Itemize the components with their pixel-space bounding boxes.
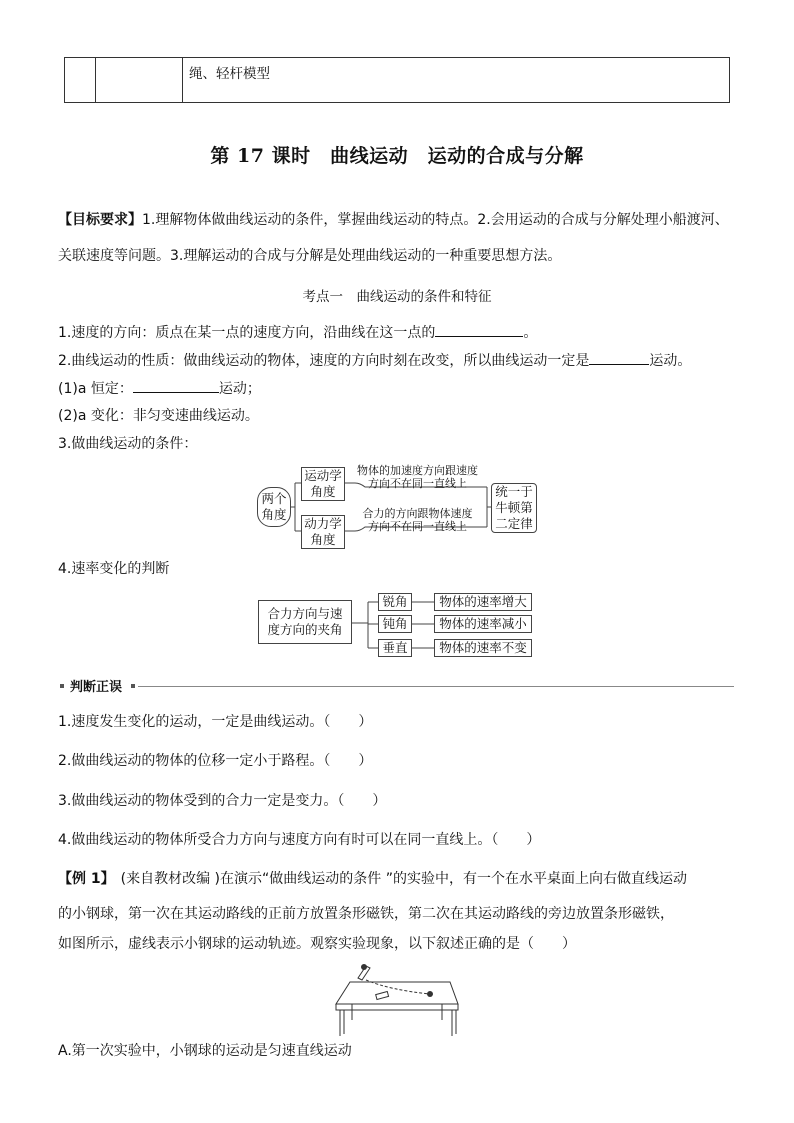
judge-item-3: 3.做曲线运动的物体受到的合力一定是变力。（ ）: [58, 793, 387, 809]
top-table: [64, 57, 730, 103]
table-divider: [95, 58, 96, 102]
launch-ball-icon: [361, 964, 367, 970]
option-a[interactable]: A.第一次实验中，小钢球的运动是匀速直线运动: [58, 1043, 352, 1059]
angle-node: 合力方向与速度方向的夹角: [258, 600, 352, 644]
dynamics-text-2: 方向不在同一直线上: [368, 520, 467, 533]
example-1-line-3: 如图所示，虚线表示小钢球的运动轨迹。观察实验现象，以下叙述正确的是（ ）: [58, 936, 576, 952]
judge-heading: 判断正误: [70, 680, 123, 695]
obtuse-angle-node: 钝角: [378, 615, 412, 633]
speed-constant-node: 物体的速率不变: [434, 639, 532, 657]
item-2a-text: (1)a 恒定：: [58, 381, 133, 397]
table-cell-text: 绳、轻杆模型: [189, 66, 270, 82]
table-magnet-illustration: [330, 960, 465, 1038]
item-1-text: 1.速度的方向：质点在某一点的速度方向，沿曲线在这一点的: [58, 325, 436, 341]
item-1-end: 。: [523, 325, 538, 341]
item-4: 4.速率变化的判断: [58, 561, 170, 577]
answer-blank[interactable]: [589, 350, 649, 365]
acute-angle-node: 锐角: [378, 593, 412, 611]
right-angle-node: 垂直: [378, 639, 412, 657]
goals-line-2: 关联速度等问题。3.理解运动的合成与分解是处理曲线运动的一种重要思想方法。: [58, 248, 562, 264]
answer-blank[interactable]: [435, 322, 523, 337]
table-divider: [182, 58, 183, 102]
example-1-line-2: 的小钢球，第一次在其运动路线的正前方放置条形磁铁，第二次在其运动路线的旁边放置条形磁铁，: [58, 906, 674, 922]
item-2a: [58, 378, 261, 399]
example-1-line-1: [58, 869, 687, 889]
page-title: 第 17 课时 曲线运动 运动的合成与分解: [210, 145, 584, 167]
bullet-square-icon: [131, 684, 135, 688]
newton-law-node: 统一于牛顿第二定律: [491, 483, 537, 533]
kinematics-node: 运动学角度: [301, 467, 345, 501]
speed-change-diagram: [258, 590, 538, 658]
example-text-1: (来自教材改编 )在演示“做曲线运动的条件 ”的实验中，有一个在水平桌面上向右做直线运动: [120, 871, 687, 887]
item-2: [58, 350, 691, 371]
item-2b: (2)a 变化：非匀变速曲线运动。: [58, 408, 259, 424]
judge-item-1: 1.速度发生变化的运动，一定是曲线运动。（ ）: [58, 714, 373, 730]
item-2a-end: 运动；: [218, 381, 261, 397]
item-2-end: 运动。: [649, 353, 692, 369]
dynamics-text-1: 合力的方向跟物体速度: [362, 507, 473, 520]
judge-item-2: 2.做曲线运动的物体的位移一定小于路程。（ ）: [58, 753, 373, 769]
dynamics-node: 动力学角度: [301, 515, 345, 549]
example-label: 【例 1】: [58, 871, 115, 887]
goals-label: 【目标要求】: [58, 212, 142, 228]
goals-text-1: 1.理解物体做曲线运动的条件，掌握曲线运动的特点。2.会用运动的合成与分解处理小船渡河、: [142, 212, 729, 228]
speed-decrease-node: 物体的速率减小: [434, 615, 532, 633]
steel-ball-icon: [427, 991, 433, 997]
condition-diagram: [255, 463, 545, 553]
speed-increase-node: 物体的速率增大: [434, 593, 532, 611]
item-1: [58, 322, 537, 343]
section-divider: [138, 686, 734, 687]
item-3: 3.做曲线运动的条件：: [58, 436, 198, 452]
bullet-square-icon: [60, 684, 64, 688]
two-angles-node: 两个角度: [257, 487, 291, 527]
goals-line-1: [58, 210, 729, 230]
item-2-text: 2.曲线运动的性质：做曲线运动的物体，速度的方向时刻在改变，所以曲线运动一定是: [58, 353, 590, 369]
section-heading: 考点一 曲线运动的条件和特征: [302, 289, 492, 305]
kinematics-text-2: 方向不在同一直线上: [368, 477, 467, 490]
answer-blank[interactable]: [133, 378, 219, 393]
kinematics-text-1: 物体的加速度方向跟速度: [357, 464, 478, 477]
judge-item-4: 4.做曲线运动的物体所受合力方向与速度方向有时可以在同一直线上。（ ）: [58, 832, 541, 848]
